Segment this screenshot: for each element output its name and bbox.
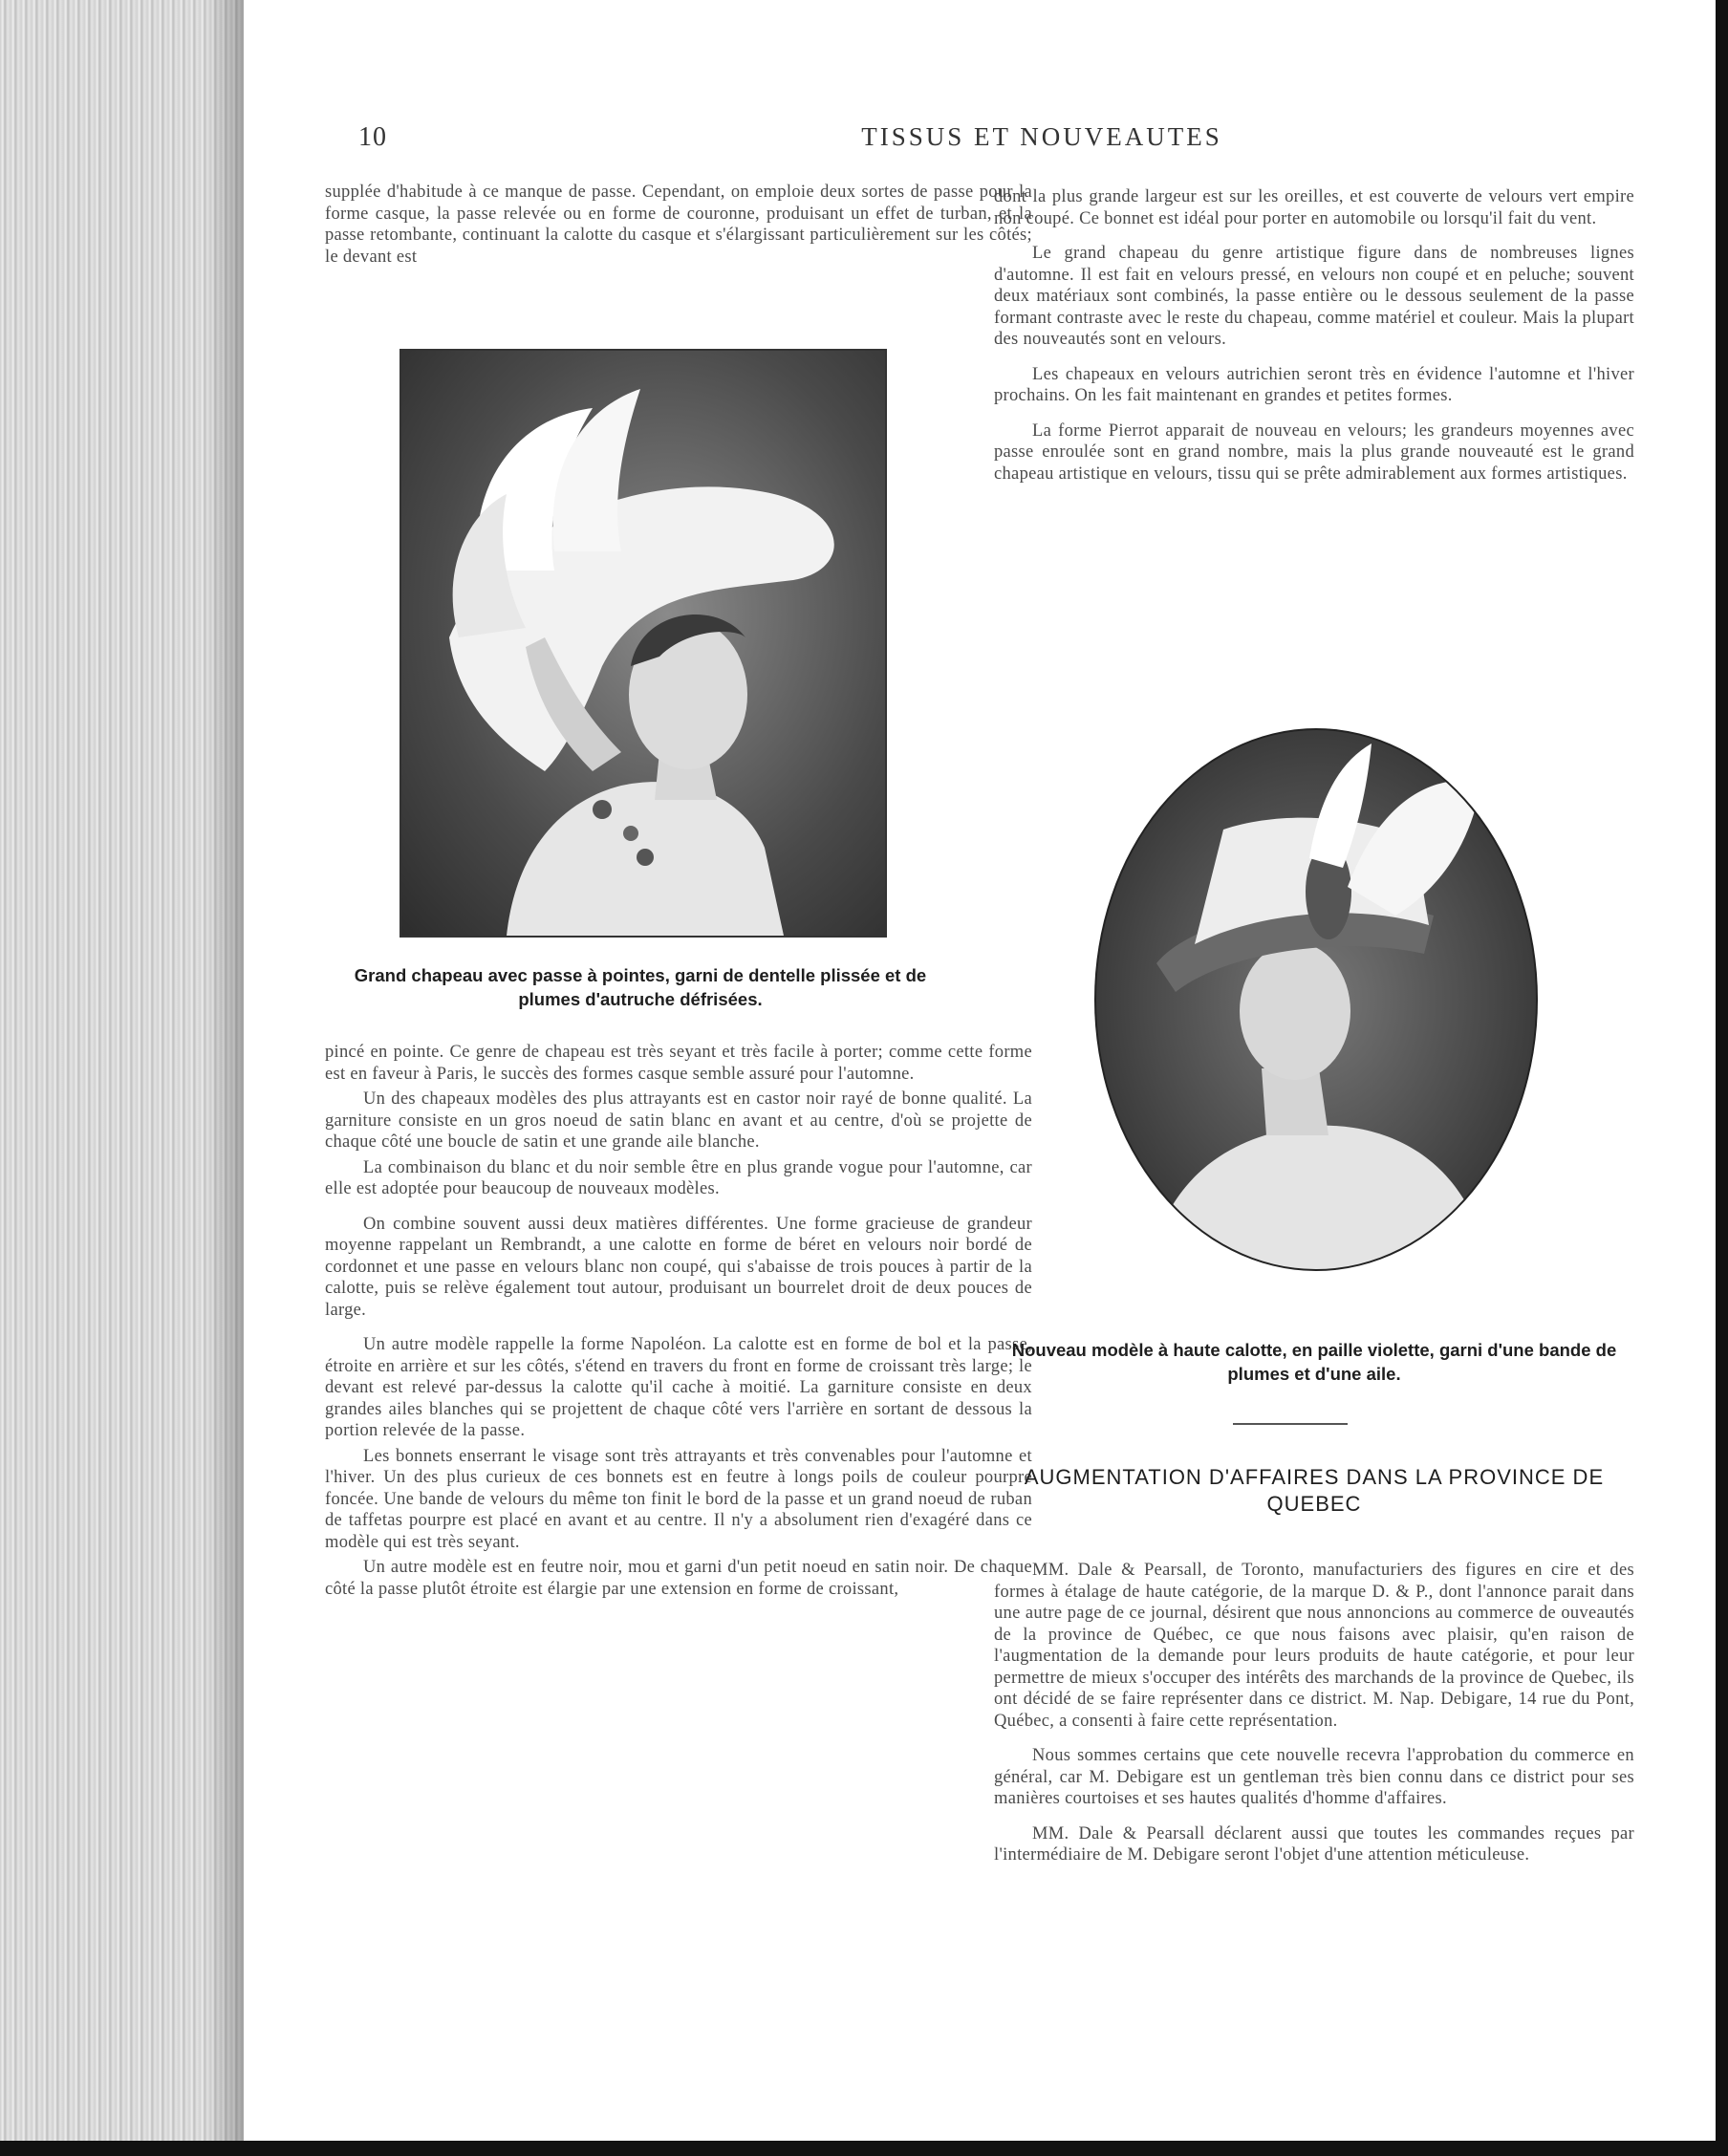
left-column-top-text: [325, 182, 1032, 268]
paragraph: Un autre modèle rappelle la forme Napoléon. La calotte est en forme de bol et la passe, étroite en arrière et sur les côtés, s'étend en travers du front en forme de croissant très large; le devant est relevé par-dessus la calotte qu'il cache à moitié. La garniture consiste en deux grandes ailes blanches qui se projettent de chaque côté vers l'arrière en sortant de dessous la portion relevée de la passe.: [325, 1335, 1032, 1440]
paragraph: La forme Pierrot apparait de nouveau en velours; les grandeurs moyennes avec passe enroulée sont en grand nombre, mais la plus grande nouveauté est le grand chapeau artistique en velours, tissu qui se prête admirablement aux formes artistiques.: [994, 420, 1634, 484]
paragraph: MM. Dale & Pearsall déclarent aussi que toutes les commandes reçues par l'intermédiaire de M. Debigare seront l'objet d'une attention méticuleuse.: [994, 1823, 1634, 1865]
paragraph: Un autre modèle est en feutre noir, mou et garni d'un petit noeud en satin noir. De chaque côté la passe plutôt étroite est élargie par une extension en forme de croissant,: [325, 1558, 1032, 1599]
paragraph: La combinaison du blanc et du noir semble être en plus grande vogue pour l'automne, car elle est adoptée pour beaucoup de nouveaux modèles.: [325, 1157, 1032, 1198]
paragraph: Le grand chapeau du genre artistique figure dans de nombreuses lignes d'automne. Il est fait en velours pressé, en velours non coupé et en peluche; souvent deux matériaux sont combinés, la passe entière ou le dessous seulement de la passe formant contraste avec le reste du chapeau, comme matériel et couleur. Mais la plupart des nouveautés sont en velours.: [994, 244, 1634, 349]
paragraph: dont la plus grande largeur est sur les oreilles, et est couverte de velours vert empire non coupé. Ce bonnet est idéal pour porter en automobile ou lorsqu'il fait du vent.: [994, 187, 1634, 228]
running-head: [358, 122, 1725, 161]
paragraph: Les chapeaux en velours autrichien seront très en évidence l'automne et l'hiver prochains. On les fait maintenant en grandes et petites formes.: [994, 364, 1634, 405]
paragraph: Les bonnets enserrant le visage sont très attrayants et très convenables pour l'automne et l'hiver. Un des plus curieux de ces bonnets est en feutre à longs poils de couleur pourpre foncée. Une bande de velours du même ton finit le bord de la passe et un grand noeud de ruban de taffetas pourpre est placé en avant et au centre. Il n'y a absolument rien d'exagéré dans ce modèle qui est très seyant.: [325, 1446, 1032, 1552]
right-column-top-text: [994, 186, 1634, 485]
section-divider: [1233, 1423, 1348, 1425]
paragraph: Un des chapeaux modèles des plus attrayants est en castor noir rayé de bonne qualité. La garniture consiste en un gros noeud de satin blanc en avant et au centre, d'où se projette de chaque côté une boucle de satin et une grande aile blanche.: [325, 1089, 1032, 1152]
scan-edge-right: [1716, 0, 1728, 2156]
article-heading: AUGMENTATION D'AFFAIRES DANS LA PROVINCE DE QUEBEC: [1024, 1465, 1605, 1516]
book-page-edges: [0, 0, 244, 2156]
article-body: [994, 1560, 1634, 1866]
photo-woman-large-hat: [400, 349, 887, 938]
photo-woman-high-crown-hat: [1090, 724, 1544, 1275]
paragraph: pincé en pointe. Ce genre de chapeau est très seyant et très facile à porter; comme cette forme est en faveur à Paris, le succès des formes casque semble assuré pour l'automne.: [325, 1043, 1032, 1084]
paragraph: supplée d'habitude à ce manque de passe. Cependant, on emploie deux sortes de passe pour la forme casque, la passe relevée ou en forme de couronne, produisant un effet de turban, et la passe retombante, continuant la calotte du casque et s'élargissant particulièrement sur les côtés; le devant est: [325, 183, 1032, 267]
paragraph: MM. Dale & Pearsall, de Toronto, manufacturiers des figures en cire et des formes à étalage de haute catégorie, de la marque D. & P., dont l'annonce parait dans une autre page de ce journal, désirent que nous annoncions au commerce de ouveautés de la province de Québec, ce que nous faisons avec plaisir, qu'en raison de l'augmentation de la demande pour leurs produits de haute catégorie, et pour leur permettre de mieux s'occuper des intérêts des marchands de la province de Quebec, ils ont décidé de se faire représenter dans ce district. M. Nap. Debigare, 14 rue du Pont, Québec, a consenti à faire cette représentation.: [994, 1561, 1634, 1731]
running-title: TISSUS ET NOUVEAUTES: [861, 122, 1222, 151]
paragraph: On combine souvent aussi deux matières différentes. Une forme gracieuse de grandeur moyenne rappelant un Rembrandt, a une calotte en forme de béret en velours noir bordé de cordonnet et une passe en velours blanc non coupé, qui s'abaisse de trois pouces à partir de la calotte, puis se relève également tout autour, produisant un bourrelet droit de deux pouces de large.: [325, 1214, 1032, 1320]
figure1-caption: Grand chapeau avec passe à pointes, garni de dentelle plissée et de plumes d'autruche défrisées.: [354, 965, 927, 1009]
left-column-body: [325, 1042, 1032, 1600]
magazine-page: [244, 0, 1716, 2156]
page-number: 10: [358, 122, 387, 152]
figure2-caption: Nouveau modèle à haute calotte, en paille violette, garni d'une bande de plumes et d'une aile.: [1011, 1340, 1617, 1384]
scan-edge-bottom: [0, 2141, 1728, 2156]
paragraph: Nous sommes certains que cete nouvelle recevra l'approbation du commerce en général, car M. Debigare est un gentleman très bien connu dans ce district pour ses manières courtoises et ses hautes qualités d'homme d'affaires.: [994, 1746, 1634, 1808]
